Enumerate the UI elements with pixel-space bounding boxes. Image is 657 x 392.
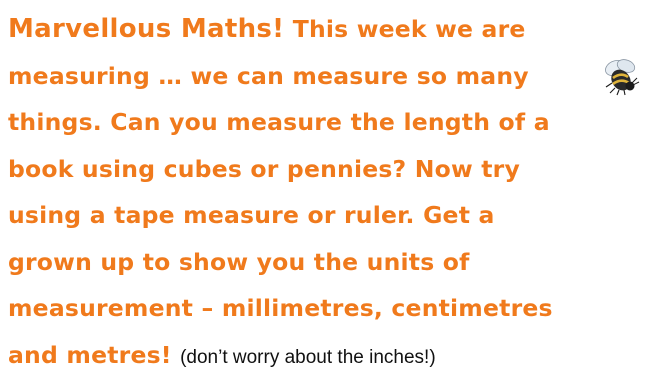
notice-line-8-text: and metres! <box>8 340 172 369</box>
notice-line-1 <box>8 6 653 53</box>
inches-note: (don’t worry about the inches!) <box>180 346 436 368</box>
notice-line-2: measuring … we can measure so many <box>8 61 529 90</box>
notice-line-4: book using cubes or pennies? Now try <box>8 154 520 183</box>
notice-title: Marvellous Maths! <box>8 14 285 44</box>
notice-line-1-text: This week we are <box>284 15 526 43</box>
notice-line-7: measurement – millimetres, centimetres <box>8 294 553 322</box>
notice-line-8 <box>8 332 653 382</box>
maths-notice <box>8 6 653 381</box>
bee-icon <box>598 56 644 96</box>
notice-line-5: using a tape measure or ruler. Get a <box>8 201 495 229</box>
notice-line-6: grown up to show you the units of <box>8 247 470 276</box>
notice-line-3: things. Can you measure the length of a <box>8 108 550 136</box>
